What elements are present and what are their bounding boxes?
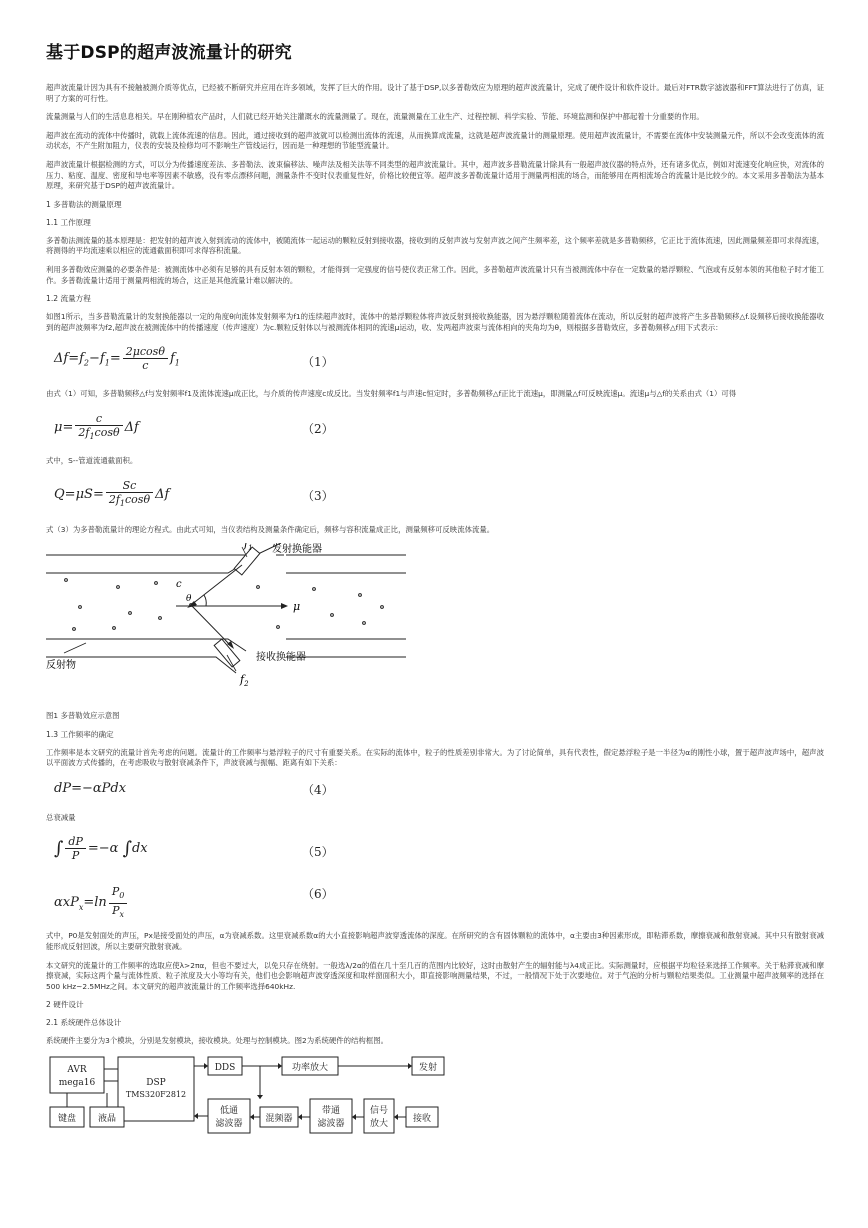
intro-paragraph-1: 流量测量与人们的生活息息相关。早在刚种植农产品时，人们就已经开始关注灌溉水的流量测量了。现在，流量测量在工业生产、过程控制、科学实验、节能、环境监测和保护中都起着十分重要的作用。 (46, 112, 704, 122)
reflected-beam (191, 605, 232, 647)
particle (331, 614, 334, 617)
avr-label: AVR (67, 1065, 87, 1076)
section-heading: 2 硬件设计 (46, 1000, 84, 1010)
particle (155, 582, 158, 585)
equation-2: μ= $\frac{c}{2f_1\cos\theta}$ Δf （2） (54, 411, 334, 442)
intro-paragraph-2: 超声波在流动的流体中传播时，就载上流体流速的信息。因此，通过接收到的超声波就可以检测出流体的流速，从而换算成流量，这就是超声波流量计的测量原理。使用超声波流量计，不需要在流体中安装测量元件，所以不会改变流体的流动状态，不产生附加阻力，仪表的安装及检修均可不影响生产管线运行，因而是一种理想的节能型流量计。 (46, 130, 824, 151)
equation-4: dP=−αPdx （4） (54, 780, 334, 797)
receive-label: 接收 (412, 1114, 432, 1125)
particle (129, 612, 132, 615)
angle-label: θ (186, 594, 192, 605)
equation-number: （5） (302, 845, 334, 860)
signal-amp-label-2: 放大 (369, 1119, 389, 1130)
abstract: 超声波流量计因为具有不接触被测介质等优点，已经被不断研究并应用在许多领域，发挥了巨大的作用。设计了基于DSP,以多普勒效应为原理的超声波流量计，完成了硬件设计和软件设计。最后对FTR数字滤波器和FFT算法进行了仿真，证明了方案的可行性。 (46, 83, 824, 103)
equation-5: ∫ $\frac{dP}{P}$ =−α ∫dx （5） (54, 835, 334, 863)
reflector-label: 反射物 (46, 660, 76, 672)
dds-label: DDS (214, 1063, 236, 1074)
equation-3-explanation: 式（3）为多普勒流量计的理论方程式。由此式可知，当仪表结构及测量条件确定后，频移与容积流量成正比，测量频移可反映流体流量。 (46, 524, 495, 534)
particle (359, 594, 362, 597)
f2-label: $f_2$ (240, 673, 249, 689)
angle-arc (204, 595, 206, 606)
equation-number: （6） (302, 887, 334, 902)
lcd-label: 液晶 (97, 1114, 117, 1125)
subsection-heading: 2.1 系统硬件总体设计 (46, 1018, 122, 1028)
f1-label: $f_1$ (244, 543, 253, 553)
doppler-effect-diagram (46, 543, 824, 707)
particle (113, 627, 116, 630)
transmit-label: 发射 (418, 1063, 438, 1074)
particle (381, 606, 384, 609)
equation-number: （4） (302, 782, 334, 797)
equation-6-explanation: 式中，P0是发射面处的声压，Px是接受面处的声压，α为衰减系数。这里衰减系数α的大小直接影响超声波穿透流体的深度。在所研究的含有固体颗粒的流体中，α主要由3种因素形成，即粘滞系数，摩擦衰减和散射衰减。其中只有散射衰减能形成反射回波，所以主要研究散射衰减。 (46, 931, 824, 952)
particle (363, 622, 366, 625)
equation-1-explanation: 由式（1）可知，多普勒频移△f与发射频率f1及流体流速μ成正比，与介质的传声速度c成反比。当发射频率f1与声速c恒定时，多普勒频移△f正比于流速μ，即测量△f可反映流速μ。流速μ与△f的关系由式（1）可得 (46, 389, 737, 399)
dsp-block (118, 1057, 194, 1121)
bandpass-label-1: 带通 (321, 1106, 341, 1117)
mixer-label: 混频器 (265, 1114, 293, 1125)
dsp-label: DSP (146, 1078, 166, 1089)
pipe-wall-top-inner (46, 565, 241, 573)
particle (73, 628, 76, 631)
hardware-paragraph: 系统硬件主要分为3个模块，分别是发射模块，接收模块。处理与控制模块。图2为系统硬件的结构框图。 (46, 1036, 388, 1046)
particle (313, 588, 316, 591)
incident-beam (191, 565, 242, 605)
hardware-block-diagram (46, 1055, 824, 1141)
principle-paragraph-1: 多普勒法测流量的基本原理是：把发射的超声波入射到流动的流体中，被随流体一起运动的颗粒反射到接收器，接收到的反射声波与发射声波之间产生频率差，这个频率差就是多普勒频移，它正比于流体流速，因此测量频差即可求得流速，将测得的平均流速乘以相应的流通截面积即可求得容积流量。 (46, 235, 824, 256)
avr-model-label: mega16 (58, 1078, 96, 1089)
intro-paragraph-3: 超声波流量计根据检测的方式，可以分为传播速度差法、多普勒法、波束偏移法、噪声法及相关法等不同类型的超声波流量计。其中，超声波多普勒流量计除具有一般超声波仪器的特点外，还有诸多优点，例如对流速变化响应快，对流体的压力、粘度、温度、密度和导电率等因素不敏感，没有零点漂移问题，测量条件不变时仪表重复性好，价格比较便宜等。超声波多普勒流量计适用于测量两相流的场合，而能够用在两相流场合的流量计是比较少的。本文采用多普勒法为基本原理，来研究基于DSP的超声波流量计。 (46, 159, 824, 191)
particle (159, 617, 162, 620)
subsection-heading: 1.2 流量方程 (46, 294, 91, 304)
bandpass-label-2: 滤波器 (317, 1119, 345, 1130)
lowpass-label-2: 滤波器 (215, 1119, 243, 1130)
particle (79, 606, 82, 609)
keyboard-label: 键盘 (57, 1114, 77, 1125)
lowpass-label-1: 低通 (219, 1106, 239, 1117)
sound-speed-label: c (176, 579, 182, 591)
particle (277, 626, 280, 629)
particle (65, 579, 68, 582)
article (46, 38, 824, 1141)
equation-6: αxP$_x$=ln $\frac{P_0}{P_x}$ （6） (54, 885, 334, 919)
equation-number: （1） (302, 355, 334, 370)
frequency-selection-paragraph: 本文研究的流量计的工作频率的选取应使λ>2πα，但也不要过大，以免只存在绕射。一般选λ/2α的值在几十至几百的范围内比较好，这时由散射产生的辐射能与λ4成正比。实际测量时，应根据平均粒径来选择工作频率。关于粘滞衰减和摩擦衰减，实际这两个量与流体性质、粒子浓度及大小等均有关，他们也会影响超声波穿透深度和取样窗面积大小，即直接影响测量结果，不过，一般情况下处于次要地位。对于气泡的分析与颗粒结果类似。工业测量中超声波频率的选择在500 kHz~2.5MHz之间。本文研究的超声波流量计的工作频率选择640kHz. (46, 960, 824, 991)
frequency-paragraph: 工作频率是本文研究的流量计首先考虑的问题。流量计的工作频率与悬浮粒子的尺寸有重要关系。在实际的流体中，粒子的性质差别非常大。为了讨论简单，具有代表性，假定悬浮粒子是一半径为α的刚性小球，置于超声波声场中，超声波以平面波方式传播的，在考虑吸收与散射衰减条件下，声波衰减与振幅、距离有如下关系： (46, 747, 824, 768)
page-title: 基于DSP的超声波流量计的研究 (46, 43, 292, 63)
figure-1-caption: 图1 多普勒效应示意图 (46, 711, 120, 721)
equation-2-explanation: 式中，S--管道流通截面积。 (46, 455, 138, 465)
transmit-transducer (234, 547, 260, 575)
receiver-label: 接收换能器 (256, 652, 306, 664)
equation-3: Q=μS= $\frac{Sc}{2f_1\cos\theta}$ Δf （3） (54, 478, 334, 508)
flow-velocity-label: μ (293, 600, 301, 614)
equation-number: （3） (302, 488, 334, 503)
equation-number: （2） (302, 421, 334, 436)
equation-1: $\Delta f=f_2-f_1=$ $\frac{2\mu\cos\theta}{c}$ $f_1$ （1） (54, 345, 334, 373)
section-heading: 1 多普勒法的测量原理 (46, 199, 122, 209)
flow-equation-paragraph: 如图1所示，当多普勒流量计的发射换能器以一定的角度θ向流体发射频率为f1的连续超声波时，流体中的悬浮颗粒体将声波反射到接收换能器，因为悬浮颗粒随着流体在流动，所以反射的超声波将产生多普勒频移△f.设频移后接收换能器收到的超声波频率为f2,超声波在被测流体中的传播速度（传声速度）为c.颗粒反射体以与被测流体相同的流速μ运动，收、发两超声波束与流体相向的夹角均为θ，则根据多普勒效应，多普勒频移△f用下式表示： (46, 312, 824, 332)
particle (117, 586, 120, 589)
transmitter-label: 发射换能器 (272, 544, 322, 556)
flow-arrowhead (281, 603, 288, 609)
total-attenuation-label: 总衰减量 (46, 812, 76, 822)
block-diagram-svg (46, 1055, 446, 1137)
principle-paragraph-2: 利用多普勒效应测量的必要条件是：被测流体中必须有足够的具有反射本领的颗粒，才能得到一定强度的信号使仪表正常工作。因此，多普勒超声波流量计只有当被测流体中存在一定数量的悬浮颗粒、气泡或有反射本领的其他粒子时才能工作。多普勒流量计适用于测量两相流的场合，这正是其他流量计难以解决的。 (46, 264, 824, 285)
power-amp-label: 功率放大 (291, 1063, 329, 1074)
particle (257, 586, 260, 589)
subsection-heading: 1.1 工作原理 (46, 217, 91, 227)
reflector-leader (64, 643, 86, 653)
signal-amp-label-1: 信号 (369, 1106, 389, 1117)
subsection-heading: 1.3 工作频率的确定 (46, 729, 114, 739)
doppler-diagram-svg (46, 543, 406, 703)
dsp-model-label: TMS320F2812 (125, 1090, 187, 1100)
receive-transducer (214, 639, 240, 667)
